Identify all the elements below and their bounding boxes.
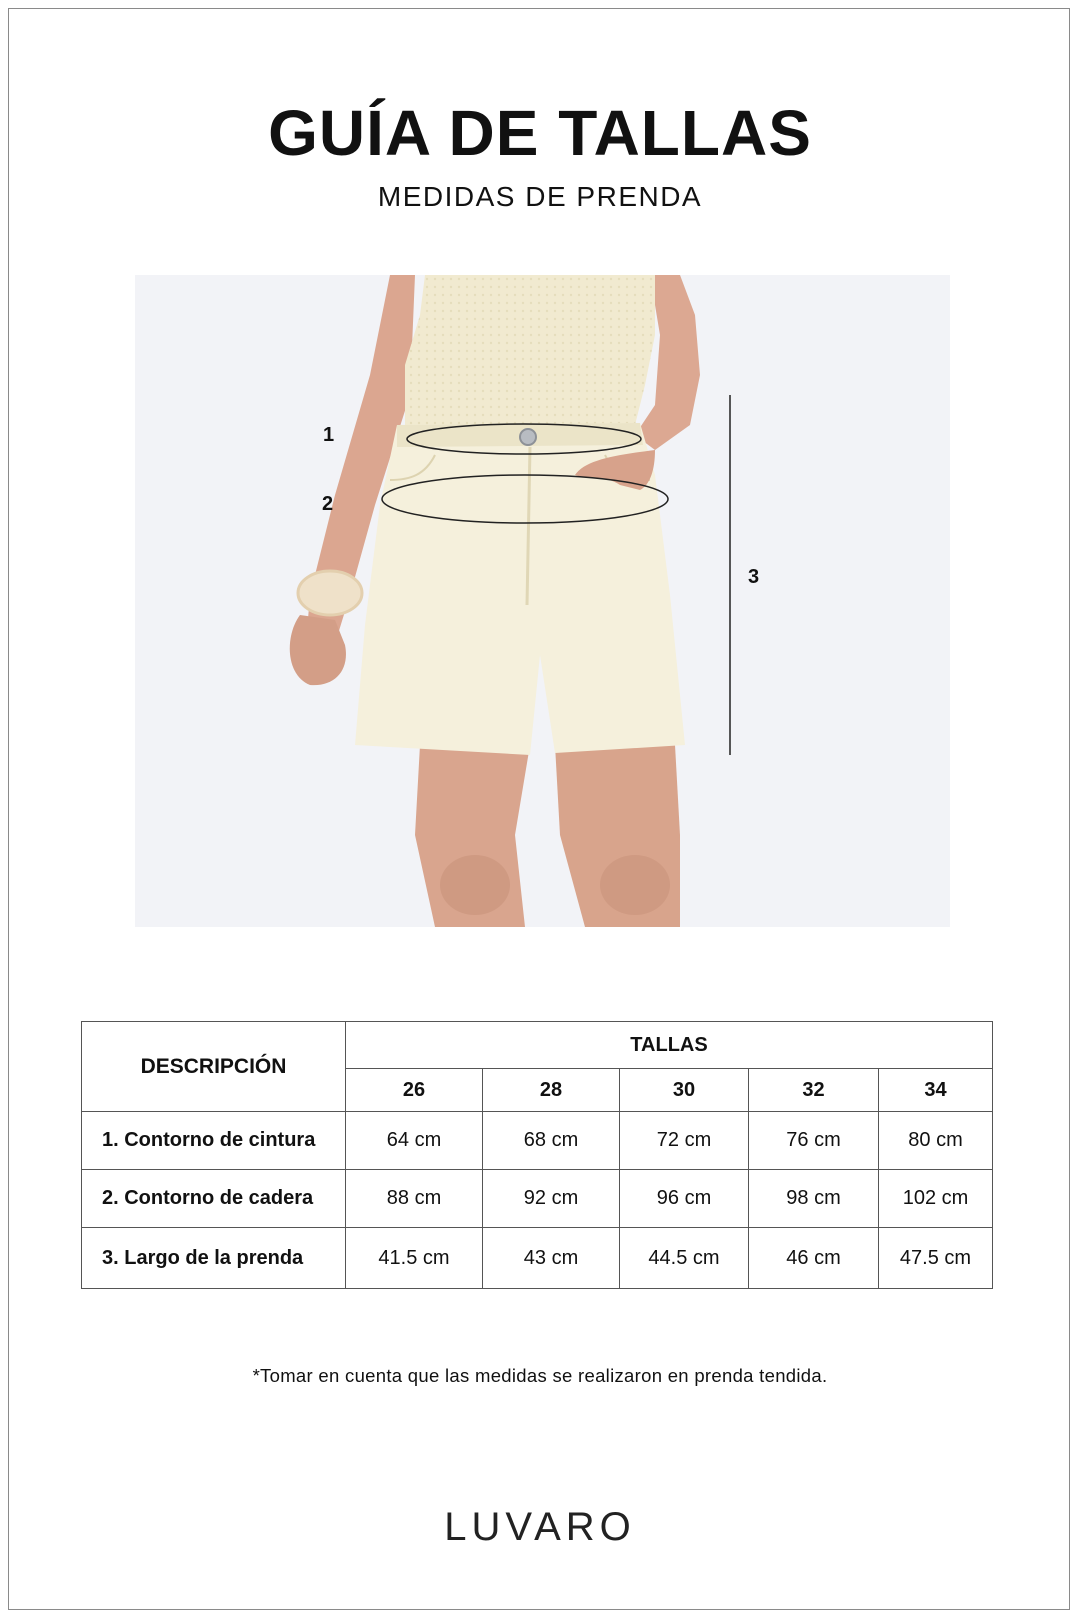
brand-logo: LUVARO [444, 1505, 636, 1549]
measurement-label-2: 2 [322, 493, 334, 515]
model-photo [135, 275, 950, 927]
description-header: DESCRIPCIÓN [82, 1022, 346, 1112]
table-cell: 46 cm [749, 1228, 879, 1289]
table-cell: 44.5 cm [620, 1228, 749, 1289]
table-cell: 96 cm [620, 1170, 749, 1228]
size-header-cell: 32 [749, 1069, 879, 1112]
table-cell: 43 cm [483, 1228, 620, 1289]
table-cell: 41.5 cm [346, 1228, 483, 1289]
table-cell: 76 cm [749, 1112, 879, 1170]
page-title: GUÍA DE TALLAS [268, 97, 812, 169]
table-cell: 80 cm [879, 1112, 993, 1170]
size-header-cell: 30 [620, 1069, 749, 1112]
page-subtitle: MEDIDAS DE PRENDA [377, 181, 703, 212]
size-header-cell: 34 [879, 1069, 993, 1112]
size-table [81, 1021, 993, 1289]
table-row [82, 1112, 993, 1170]
table-row [82, 1170, 993, 1228]
table-cell: 92 cm [483, 1170, 620, 1228]
size-header-cell: 26 [346, 1069, 483, 1112]
table-cell: 64 cm [346, 1112, 483, 1170]
row-label: 2. Contorno de cadera [82, 1170, 346, 1228]
table-row [82, 1228, 993, 1289]
table-cell: 98 cm [749, 1170, 879, 1228]
table-cell: 102 cm [879, 1170, 993, 1228]
table-cell: 47.5 cm [879, 1228, 993, 1289]
table-cell: 88 cm [346, 1170, 483, 1228]
row-label: 1. Contorno de cintura [82, 1112, 346, 1170]
footnote: *Tomar en cuenta que las medidas se realizaron en prenda tendida. [252, 1365, 828, 1386]
table-cell: 68 cm [483, 1112, 620, 1170]
size-header-cell: 28 [483, 1069, 620, 1112]
measurement-label-3: 3 [748, 566, 760, 588]
sizes-header: TALLAS [346, 1022, 993, 1069]
measurement-label-1: 1 [323, 424, 335, 446]
row-label: 3. Largo de la prenda [82, 1228, 346, 1289]
table-cell: 72 cm [620, 1112, 749, 1170]
